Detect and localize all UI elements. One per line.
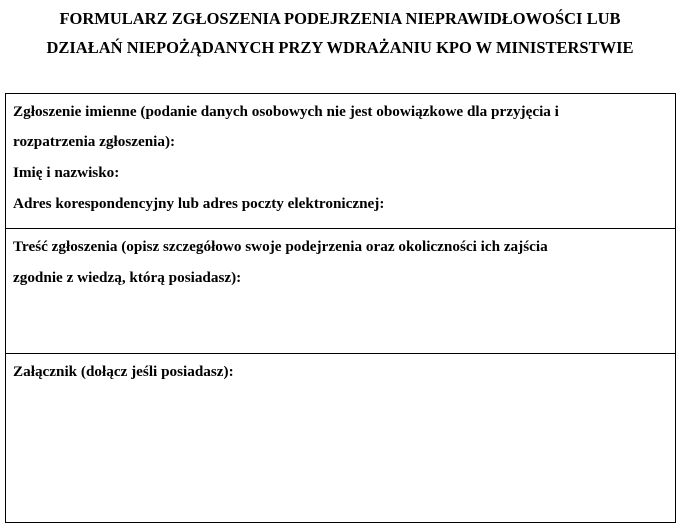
form-title-line-1: FORMULARZ ZGŁOSZENIA PODEJRZENIA NIEPRAWIDŁOWOŚCI LUB xyxy=(59,9,621,28)
report-content-section xyxy=(6,228,675,353)
named-report-intro-line-1: Zgłoszenie imienne (podanie danych osobowych nie jest obowiązkowe dla przyjęcia i xyxy=(13,103,559,120)
attachment-section xyxy=(6,353,675,522)
attachment-label: Załącznik (dołącz jeśli posiadasz): xyxy=(13,363,234,380)
form-title xyxy=(0,4,680,62)
form-table xyxy=(5,93,676,523)
address-label: Adres korespondencyjny lub adres poczty elektronicznej: xyxy=(13,195,385,212)
form-title-line-2: DZIAŁAŃ NIEPOŻĄDANYCH PRZY WDRAŻANIU KPO W MINISTERSTWIE xyxy=(46,38,634,57)
report-content-label-line-2: zgodnie z wiedzą, którą posiadasz): xyxy=(13,269,242,286)
named-report-intro-line-2: rozpatrzenia zgłoszenia): xyxy=(13,133,176,150)
named-report-section xyxy=(6,94,675,228)
name-label: Imię i nazwisko: xyxy=(13,164,120,181)
report-content-label-line-1: Treść zgłoszenia (opisz szczegółowo swoje podejrzenia oraz okoliczności ich zajścia xyxy=(13,238,548,255)
